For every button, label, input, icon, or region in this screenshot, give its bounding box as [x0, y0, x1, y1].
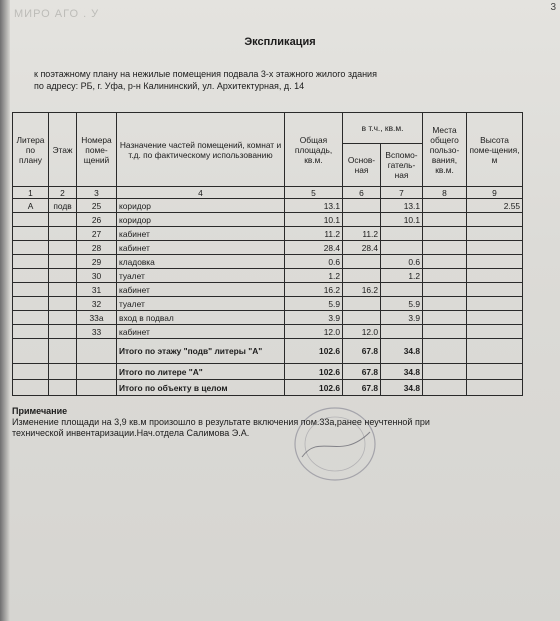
cell-litera	[13, 283, 49, 297]
cell-total: 11.2	[285, 227, 343, 241]
cell-name: кабинет	[117, 227, 285, 241]
note-section	[12, 406, 532, 439]
cell-total: 12.0	[285, 325, 343, 339]
cell-main	[343, 199, 381, 213]
cell-common	[423, 311, 467, 325]
cell-etazh	[49, 213, 77, 227]
cell-total: 28.4	[285, 241, 343, 255]
cell-litera	[13, 311, 49, 325]
cell-aux: 0.6	[381, 255, 423, 269]
cell-height	[467, 311, 523, 325]
cell-num: 28	[77, 241, 117, 255]
total-row-floor	[13, 339, 523, 364]
cell-name: кабинет	[117, 283, 285, 297]
empty-cell	[49, 380, 77, 396]
cell-main	[343, 297, 381, 311]
cell-num: 31	[77, 283, 117, 297]
total-value: 102.6	[285, 380, 343, 396]
cell-name: кладовка	[117, 255, 285, 269]
cell-aux	[381, 241, 423, 255]
cell-common	[423, 213, 467, 227]
col-number: 4	[117, 187, 285, 199]
cell-common	[423, 269, 467, 283]
cell-num: 33	[77, 325, 117, 339]
document-title: Экспликация	[244, 36, 316, 48]
header-litera: Литера по плану	[13, 113, 49, 187]
cell-name: кабинет	[117, 325, 285, 339]
header-naznachenie: Назначение частей помещений, комнат и т.д. по фактическому использованию	[117, 113, 285, 187]
col-number: 5	[285, 187, 343, 199]
table-row	[13, 297, 523, 311]
cell-common	[423, 241, 467, 255]
cell-height	[467, 227, 523, 241]
table-row	[13, 269, 523, 283]
cell-height	[467, 241, 523, 255]
col-number: 2	[49, 187, 77, 199]
table-row	[13, 241, 523, 255]
cell-etazh	[49, 283, 77, 297]
cell-num: 27	[77, 227, 117, 241]
header-mesta: Места общего пользо-вания, кв.м.	[423, 113, 467, 187]
cell-num: 30	[77, 269, 117, 283]
subtitle-line-1: к поэтажному плану на нежилые помещения подвала 3-х этажного жилого здания	[34, 69, 377, 79]
note-line-1: Изменение площади на 3,9 кв.м произошло в результате включения пом.33а,ранее неучтенной при	[12, 417, 430, 427]
cell-litera	[13, 255, 49, 269]
cell-etazh: подв	[49, 199, 77, 213]
table-row	[13, 213, 523, 227]
document-subtitle	[34, 68, 377, 92]
cell-litera	[13, 325, 49, 339]
cell-etazh	[49, 227, 77, 241]
header-obshaya: Общая площадь, кв.м.	[285, 113, 343, 187]
total-label: Итого по объекту в целом	[117, 380, 285, 396]
col-number: 1	[13, 187, 49, 199]
cell-num: 32	[77, 297, 117, 311]
empty-cell	[77, 364, 117, 380]
cell-height	[467, 325, 523, 339]
cell-etazh	[49, 311, 77, 325]
cell-main: 28.4	[343, 241, 381, 255]
cell-etazh	[49, 241, 77, 255]
cell-common	[423, 227, 467, 241]
cell-name: коридор	[117, 199, 285, 213]
subtitle-line-2: по адресу: РБ, г. Уфа, р-н Калининский, ул. Архитектурная, д. 14	[34, 81, 305, 91]
empty-cell	[77, 380, 117, 396]
empty-cell	[13, 380, 49, 396]
cell-height	[467, 269, 523, 283]
cell-litera	[13, 241, 49, 255]
total-label: Итого по этажу "подв" литеры "А"	[117, 339, 285, 364]
cell-height	[467, 213, 523, 227]
cell-common	[423, 255, 467, 269]
cell-main	[343, 213, 381, 227]
cell-common	[423, 325, 467, 339]
cell-name: туалет	[117, 297, 285, 311]
cell-aux	[381, 325, 423, 339]
cell-height	[467, 297, 523, 311]
cell-name: вход в подвал	[117, 311, 285, 325]
corner-mark: 3	[550, 2, 556, 13]
cell-aux	[381, 283, 423, 297]
cell-total: 16.2	[285, 283, 343, 297]
total-value: 102.6	[285, 364, 343, 380]
empty-cell	[13, 339, 49, 364]
cell-height	[467, 283, 523, 297]
cell-total: 13.1	[285, 199, 343, 213]
cell-common	[423, 297, 467, 311]
table-row	[13, 199, 523, 213]
cell-aux: 13.1	[381, 199, 423, 213]
cell-name: кабинет	[117, 241, 285, 255]
empty-cell	[423, 364, 467, 380]
empty-cell	[49, 364, 77, 380]
table-row	[13, 311, 523, 325]
total-label: Итого по литере "А"	[117, 364, 285, 380]
col-number: 6	[343, 187, 381, 199]
cell-litera	[13, 227, 49, 241]
total-main: 67.8	[343, 339, 381, 364]
total-value: 102.6	[285, 339, 343, 364]
cell-litera	[13, 297, 49, 311]
cell-num: 25	[77, 199, 117, 213]
cell-total: 3.9	[285, 311, 343, 325]
cell-main: 16.2	[343, 283, 381, 297]
explication-table	[12, 112, 523, 396]
cell-main	[343, 311, 381, 325]
col-number: 8	[423, 187, 467, 199]
total-main: 67.8	[343, 380, 381, 396]
cell-litera: А	[13, 199, 49, 213]
cell-total: 0.6	[285, 255, 343, 269]
cell-litera	[13, 269, 49, 283]
table-row	[13, 227, 523, 241]
cell-aux	[381, 227, 423, 241]
watermark: МИРО АГО . У	[14, 8, 100, 20]
empty-cell	[467, 364, 523, 380]
cell-main	[343, 255, 381, 269]
empty-cell	[423, 339, 467, 364]
cell-height	[467, 255, 523, 269]
cell-height: 2.55	[467, 199, 523, 213]
cell-total: 10.1	[285, 213, 343, 227]
col-number: 3	[77, 187, 117, 199]
cell-aux: 5.9	[381, 297, 423, 311]
cell-main: 12.0	[343, 325, 381, 339]
table-row	[13, 325, 523, 339]
column-number-row	[13, 187, 523, 199]
cell-etazh	[49, 269, 77, 283]
cell-etazh	[49, 325, 77, 339]
cell-litera	[13, 213, 49, 227]
cell-aux: 3.9	[381, 311, 423, 325]
col-number: 9	[467, 187, 523, 199]
cell-num: 26	[77, 213, 117, 227]
cell-common	[423, 283, 467, 297]
header-osnovnaya: Основ-ная	[343, 144, 381, 187]
col-number: 7	[381, 187, 423, 199]
empty-cell	[77, 339, 117, 364]
table-row	[13, 283, 523, 297]
cell-aux: 1.2	[381, 269, 423, 283]
cell-main: 11.2	[343, 227, 381, 241]
cell-aux: 10.1	[381, 213, 423, 227]
total-aux: 34.8	[381, 364, 423, 380]
total-aux: 34.8	[381, 339, 423, 364]
cell-total: 1.2	[285, 269, 343, 283]
cell-num: 29	[77, 255, 117, 269]
header-vysota: Высота поме-щения, м	[467, 113, 523, 187]
total-row-object	[13, 380, 523, 396]
cell-common	[423, 199, 467, 213]
header-nomera: Номера поме-щений	[77, 113, 117, 187]
total-row-litera	[13, 364, 523, 380]
empty-cell	[13, 364, 49, 380]
note-heading: Примечание	[12, 406, 68, 416]
empty-cell	[467, 380, 523, 396]
cell-etazh	[49, 255, 77, 269]
cell-name: туалет	[117, 269, 285, 283]
empty-cell	[467, 339, 523, 364]
header-vspomog: Вспомо-гатель-ная	[381, 144, 423, 187]
cell-num: 33а	[77, 311, 117, 325]
header-vtch: в т.ч., кв.м.	[343, 113, 423, 144]
header-etazh: Этаж	[49, 113, 77, 187]
total-main: 67.8	[343, 364, 381, 380]
header-row-1	[13, 113, 523, 144]
cell-etazh	[49, 297, 77, 311]
note-line-2: технической инвентаризации.Нач.отдела Салимова Э.А.	[12, 428, 250, 438]
cell-main	[343, 269, 381, 283]
cell-total: 5.9	[285, 297, 343, 311]
cell-name: коридор	[117, 213, 285, 227]
scan-edge-shadow	[0, 0, 10, 621]
empty-cell	[49, 339, 77, 364]
empty-cell	[423, 380, 467, 396]
total-aux: 34.8	[381, 380, 423, 396]
table-row	[13, 255, 523, 269]
